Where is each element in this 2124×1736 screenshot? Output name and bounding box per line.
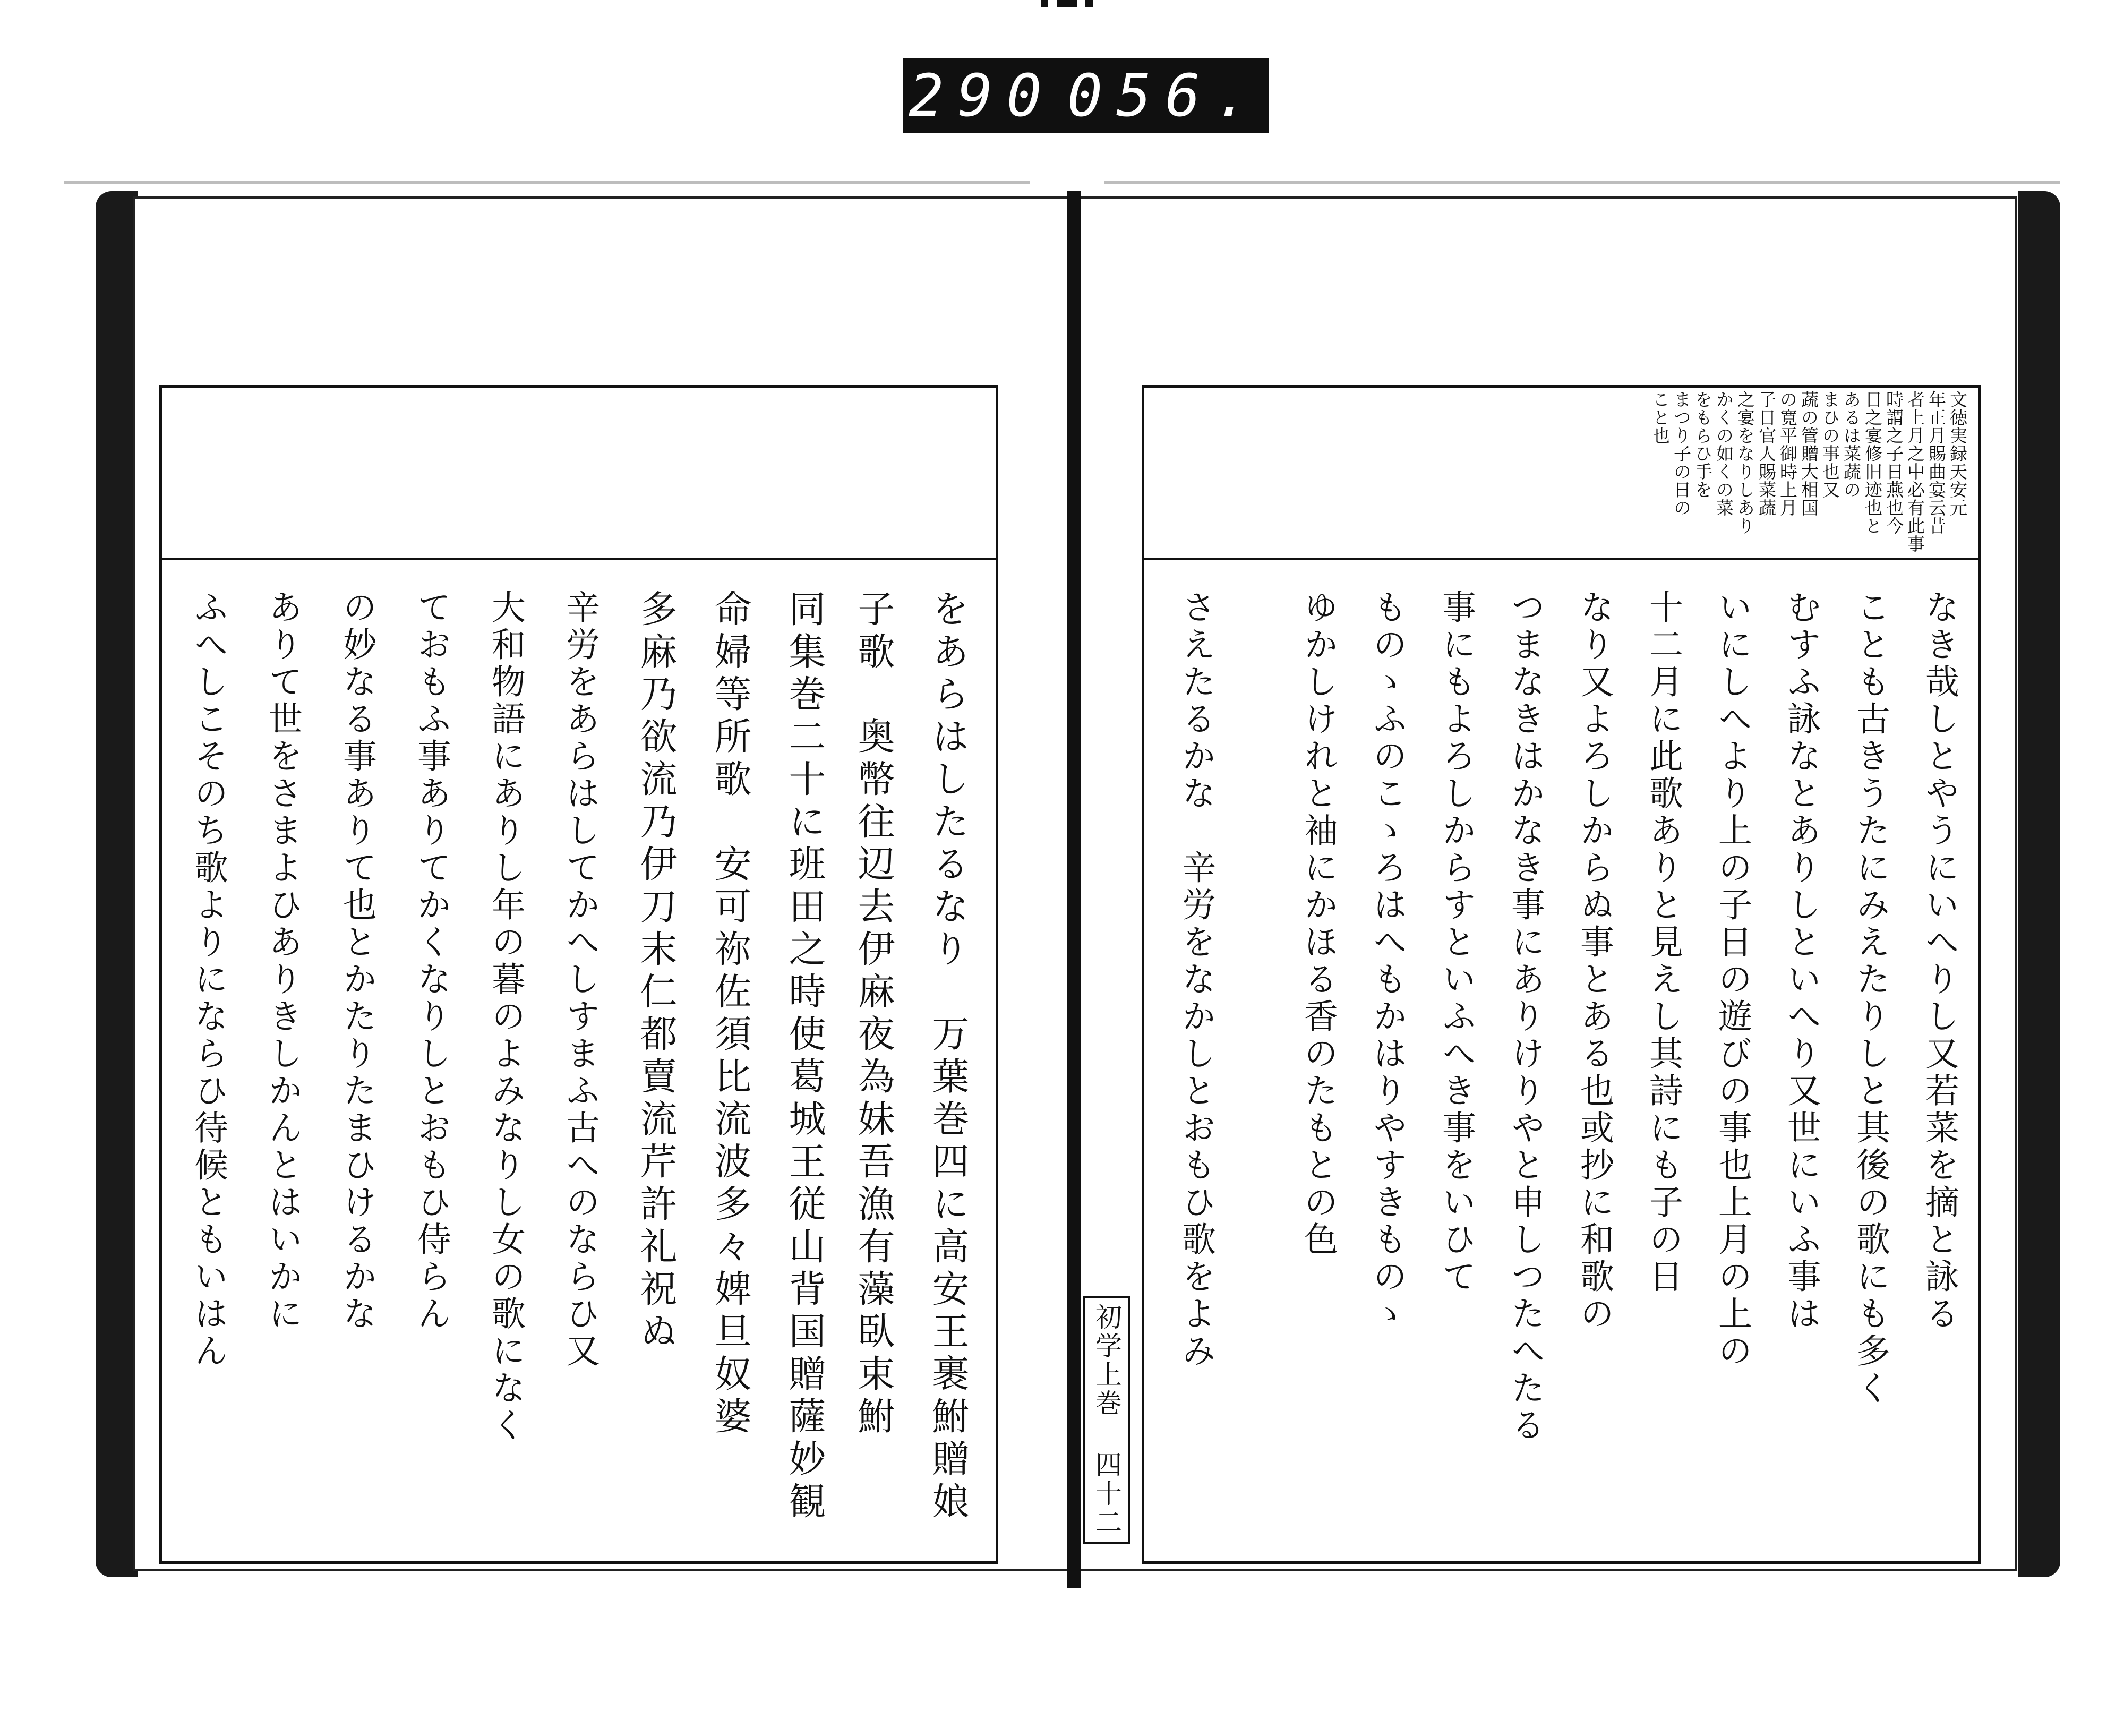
headnote-line: 年正月賜曲宴云昔	[1926, 390, 1947, 535]
book-gutter	[1067, 191, 1081, 1588]
text-column: つまなきはかなき事にありけりやと申しつたへたる	[1505, 589, 1545, 1444]
right-page-header-rule	[1142, 558, 1978, 560]
text-column: さえたるかな 辛労をなかしとおもひ歌をよみ	[1176, 589, 1215, 1370]
text-column: ておもふ事ありてかくなりしとおもひ侍らん	[412, 589, 451, 1333]
frame-number-left: 290	[909, 62, 1056, 130]
headnote-line: あるは菜蔬の	[1841, 390, 1862, 499]
headnote-line: まつり子の日の	[1671, 390, 1692, 517]
text-column: なき哉しとやうにいへりし又若菜を摘と詠る	[1920, 589, 1959, 1333]
headnote-line: 子日官人賜菜蔬	[1756, 390, 1777, 517]
text-column: をあらはしたるなり 万葉巻四に高安王裹鮒贈娘	[926, 589, 970, 1524]
binding-mark-top-center	[1057, 0, 1077, 7]
text-column: ものゝふのこゝろはへもかはりやすきものゝ	[1367, 589, 1407, 1333]
text-column: 大和物語にありし年の暮のよみなりし女の歌になく	[486, 589, 525, 1444]
scan-rule-left	[64, 181, 1030, 184]
binding-mark-top-right	[1085, 0, 1093, 7]
text-column: の妙なる事ありて也とかたりたまひけるかな	[337, 589, 376, 1333]
headnote-line: 之宴をなりしあり	[1735, 390, 1755, 535]
text-column: 命婦等所歌 安可祢佐須比流波多々婢旦奴婆	[708, 589, 752, 1439]
text-column: 事にもよろしからすといふへき事をいひて	[1436, 589, 1476, 1296]
text-column: ふへしこそのち歌よりにならひ待候ともいはん	[189, 589, 228, 1370]
left-page-header-rule	[159, 558, 996, 560]
headnote-line: かくの如くの菜	[1714, 390, 1734, 517]
text-column: 同集巻二十に班田之時使葛城王従山背国贈薩妙観	[783, 589, 826, 1524]
headnote-line: をもらひ手を	[1692, 390, 1713, 499]
text-column: 辛労をあらはしてかへしすまふ古へのならひ又	[560, 589, 599, 1370]
text-column: 多麻乃欲流乃伊刀末仁都賣流芹許礼祝ぬ	[634, 589, 678, 1354]
scan-rule-right	[1104, 181, 2060, 184]
book-cover-left	[96, 191, 138, 1577]
text-column: なり又よろしからぬ事とある也或抄に和歌の	[1574, 589, 1614, 1333]
text-column: ありて世をさまよひありきしかんとはいかに	[263, 589, 302, 1333]
headnote-line: 日之宴修旧迹也と	[1862, 390, 1883, 535]
headnote-line: 文徳実録天安元	[1947, 390, 1968, 517]
text-column: ゆかしけれと袖にかほる香のたもとの色	[1298, 589, 1338, 1259]
text-column: 十二月に此歌ありと見えし其詩にも子の日	[1643, 589, 1683, 1296]
binding-mark-top-left	[1041, 0, 1048, 7]
margin-page-label: 初学上巻 四十二	[1083, 1296, 1130, 1544]
text-column: むすふ詠なとありしといへり又世にいふ事は	[1782, 589, 1821, 1333]
headnote-line: の寛平御時上月	[1777, 390, 1798, 517]
headnote-line: まひの事也又	[1820, 390, 1840, 499]
text-column: ことも古きうたにみえたりしと其後の歌にも多く	[1851, 589, 1890, 1407]
headnote-line: 蔬の管贈大相国	[1798, 390, 1819, 517]
frame-number-plate	[903, 58, 1269, 133]
text-column: 子歌 奥幣往辺去伊麻夜為妹吾漁有藻臥束鮒	[852, 589, 895, 1439]
headnote-line: こと也	[1650, 390, 1671, 444]
frame-number-right: 056.	[1067, 62, 1263, 130]
headnote-line: 時謂之子日燕也今	[1883, 390, 1904, 535]
book-cover-right	[2018, 191, 2060, 1577]
text-column: いにしへより上の子日の遊びの事也上月の上の	[1712, 589, 1752, 1370]
headnote-line: 者上月之中必有此事	[1905, 390, 1925, 553]
